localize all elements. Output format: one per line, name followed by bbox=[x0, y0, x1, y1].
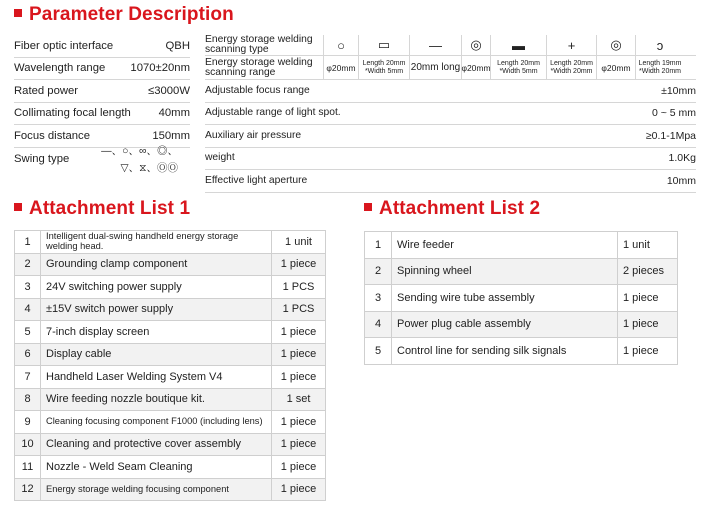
spec-row: Fiber optic interface QBH bbox=[14, 35, 190, 58]
double-circle-icon: ◎ bbox=[596, 35, 635, 55]
spec-row: Rated power ≤3000W bbox=[14, 80, 190, 103]
filled-bar-icon: ▬ bbox=[490, 35, 546, 55]
line-icon: — bbox=[409, 35, 461, 55]
spec-row: Collimating focal length 40mm bbox=[14, 103, 190, 126]
table-row: 3 24V switching power supply 1 PCS bbox=[15, 276, 326, 299]
spec-row: Wavelength range 1070±20nm bbox=[14, 58, 190, 81]
parameter-heading: Parameter Description bbox=[14, 4, 234, 26]
attachment-list-1-heading: Attachment List 1 bbox=[14, 198, 190, 220]
table-row: 11 Nozzle - Weld Seam Cleaning 1 piece bbox=[15, 456, 326, 479]
table-row: 1 Intelligent dual-swing handheld energy storage welding head. 1 unit bbox=[15, 231, 326, 254]
table-row: 9 Cleaning focusing component F1000 (including lens) 1 piece bbox=[15, 411, 326, 434]
spec-row: Adjustable range of light spot. 0 ~ 5 mm bbox=[205, 103, 696, 126]
table-row: 4 ±15V switch power supply 1 PCS bbox=[15, 298, 326, 321]
table-row: 1 Wire feeder 1 unit bbox=[365, 232, 678, 259]
scan-range-row: Energy storage welding scanning range φ20mm Length 20mm *Width 5mm 20mm long φ20mm Length 20mm *Width 5mm Length 20mm *Width 20mm φ20mm Length 19mm *Width 20mm bbox=[205, 56, 696, 80]
table-row: 2 Grounding clamp component 1 piece bbox=[15, 253, 326, 276]
table-row: 5 7-inch display screen 1 piece bbox=[15, 321, 326, 344]
spec-row-swing: Swing type bbox=[14, 152, 70, 165]
bullet-square-icon bbox=[14, 203, 22, 211]
table-row: 8 Wire feeding nozzle boutique kit. 1 set bbox=[15, 388, 326, 411]
attachment-list-2-table bbox=[364, 231, 678, 365]
table-row: 12 Energy storage welding focusing component 1 piece bbox=[15, 478, 326, 501]
spec-table-right bbox=[205, 35, 696, 193]
scan-type-row: Energy storage welding scanning type ○ ▭ — ◎ ▬ + ◎ ɔ bbox=[205, 35, 696, 56]
arc-icon: ɔ bbox=[635, 35, 684, 55]
spec-row: Effective light aperture 10mm bbox=[205, 170, 696, 193]
spiral-icon: ◎ bbox=[461, 35, 490, 55]
table-row: 2 Spinning wheel 2 pieces bbox=[365, 258, 678, 285]
spec-row: Focus distance 150mm bbox=[14, 125, 190, 148]
attachment-list-1-table bbox=[14, 230, 326, 501]
spec-row: Adjustable focus range ±10mm bbox=[205, 80, 696, 103]
table-row: 10 Cleaning and protective cover assembly 1 piece bbox=[15, 433, 326, 456]
table-row: 3 Sending wire tube assembly 1 piece bbox=[365, 285, 678, 312]
circle-icon: ○ bbox=[323, 35, 358, 55]
spec-row: Auxiliary air pressure ≥0.1-1Mpa bbox=[205, 125, 696, 148]
table-row: 6 Display cable 1 piece bbox=[15, 343, 326, 366]
table-row: 5 Control line for sending silk signals 1 piece bbox=[365, 338, 678, 365]
table-row: 7 Handheld Laser Welding System V4 1 piece bbox=[15, 366, 326, 389]
attachment-list-2-heading: Attachment List 2 bbox=[364, 198, 540, 220]
cross-icon: + bbox=[546, 35, 596, 55]
rectangle-icon: ▭ bbox=[358, 35, 409, 55]
swing-type-symbols: —、○、∞、◎、 ▽、⧖、ⓄⓄ bbox=[101, 145, 178, 174]
table-row: 4 Power plug cable assembly 1 piece bbox=[365, 311, 678, 338]
bullet-square-icon bbox=[14, 9, 22, 17]
spec-row: weight 1.0Kg bbox=[205, 148, 696, 171]
bullet-square-icon bbox=[364, 203, 372, 211]
